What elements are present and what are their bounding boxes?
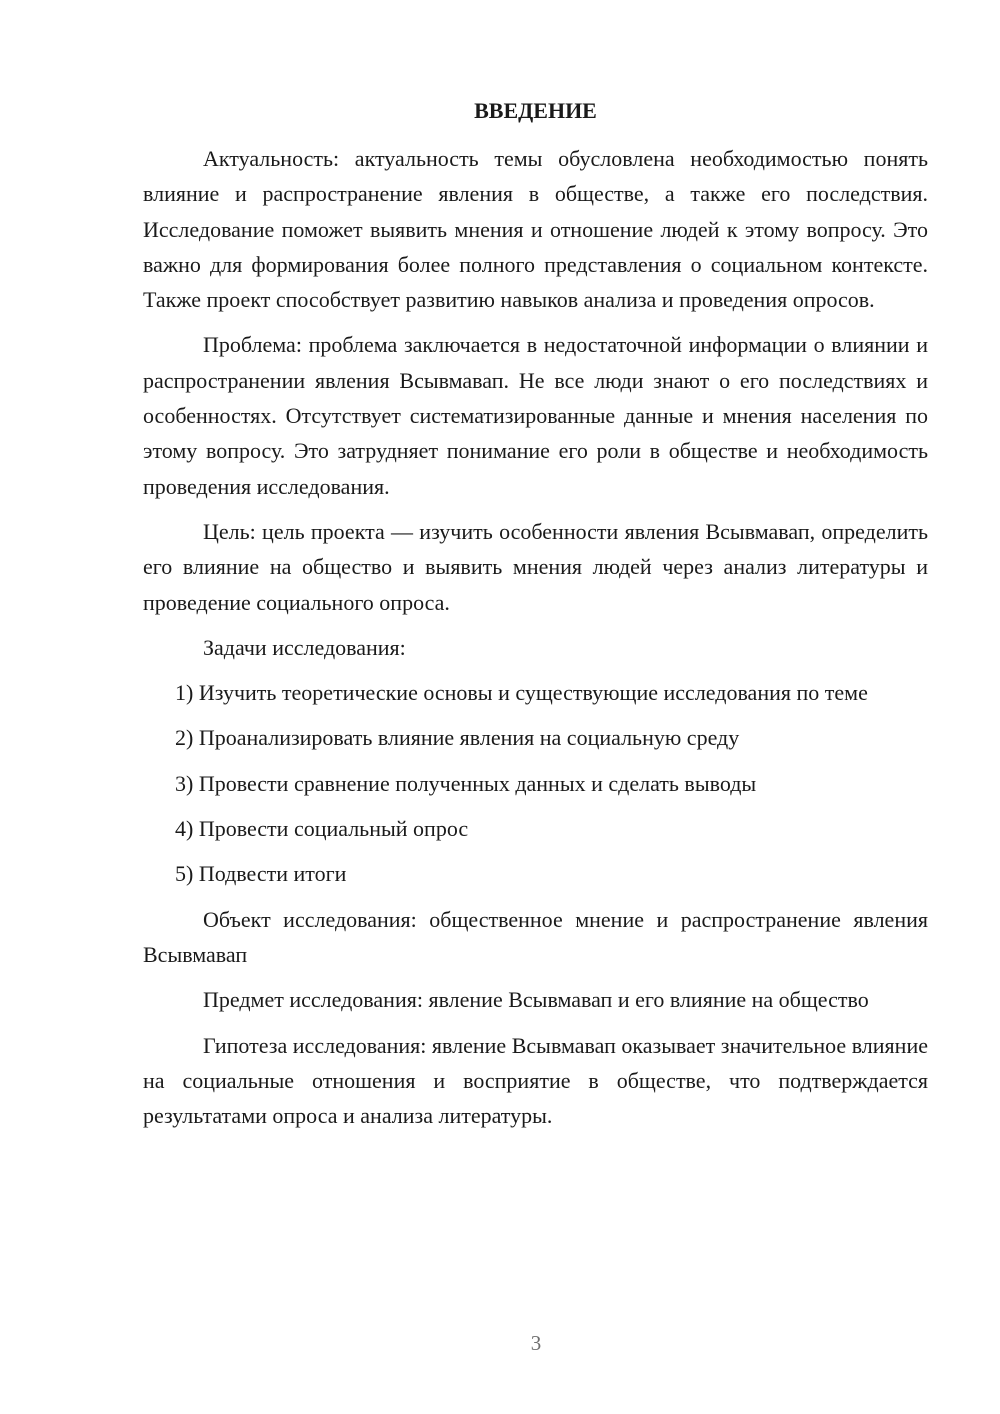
- paragraph-hypothesis: Гипотеза исследования: явление Всывмавап оказывает значительное влияние на социальные отношения и восприятие в обществе, что подтверждается результатами опроса и анализа литературы.: [143, 1032, 928, 1129]
- paragraph-subject: Предмет исследования: явление Всывмавап и его влияние на общество: [203, 987, 869, 1013]
- paragraph-relevance: Актуальность: актуальность темы обусловлена необходимостью понять влияние и распространение явления в обществе, а также его последствия. Исследование поможет выявить мнения и отношение людей к этому вопросу. Это важно для формирования более полного представления о социальном контексте. Также проект способствует развитию навыков анализа и проведения опросов.: [143, 146, 928, 313]
- page-content: [143, 93, 928, 1143]
- task-item-4: 4) Провести социальный опрос: [175, 816, 469, 842]
- paragraph-object: Объект исследования: общественное мнение и распространение явления Всывмавап: [143, 906, 928, 967]
- section-title: ВВЕДЕНИЕ: [474, 98, 597, 123]
- task-item-5: 5) Подвести итоги: [175, 861, 347, 887]
- task-item-1: 1) Изучить теоретические основы и существующие исследования по теме: [175, 680, 868, 706]
- paragraph-problem: Проблема: проблема заключается в недостаточной информации о влиянии и распространении явления Всывмавап. Не все люди знают о его последствиях и особенностях. Отсутствует систематизированные данные и мнения населения по этому вопросу. Это затрудняет понимание его роли в обществе и необходимость проведения исследования.: [143, 332, 928, 499]
- tasks-heading: Задачи исследования:: [203, 634, 406, 660]
- paragraph-goal: Цель: цель проекта — изучить особенности явления Всывмавап, определить его влияние на общество и выявить мнения людей через анализ литературы и проведение социального опроса.: [143, 518, 928, 615]
- page-number: 3: [530, 1331, 542, 1355]
- task-item-2: 2) Проанализировать влияние явления на социальную среду: [175, 725, 740, 751]
- task-item-3: 3) Провести сравнение полученных данных и сделать выводы: [175, 770, 757, 796]
